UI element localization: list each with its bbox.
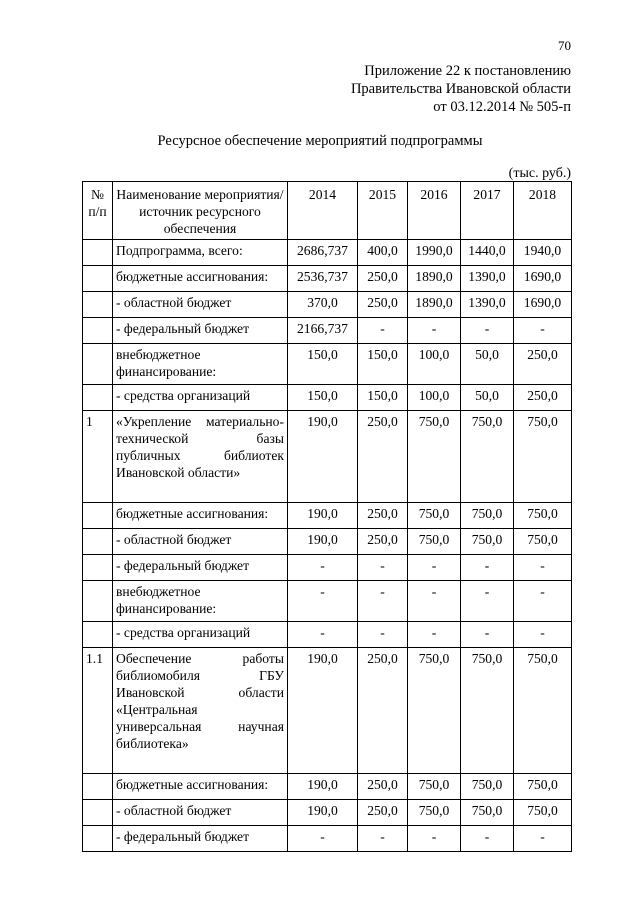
header-name: Наименование мероприятия/источник ресурсного обеспечения	[113, 182, 288, 240]
row-value: 250,0	[358, 774, 408, 800]
row-index	[83, 529, 113, 555]
row-value: 1440,0	[461, 240, 514, 266]
row-value: 1690,0	[514, 266, 572, 292]
row-value: 250,0	[358, 292, 408, 318]
row-name: внебюджетное финансирование:	[113, 344, 288, 385]
header-year: 2014	[288, 182, 358, 240]
row-value: 2536,737	[288, 266, 358, 292]
row-value: 250,0	[358, 411, 408, 503]
row-index	[83, 240, 113, 266]
row-value: 1690,0	[514, 292, 572, 318]
row-value: -	[514, 826, 572, 852]
header-year: 2015	[358, 182, 408, 240]
table-row	[83, 555, 572, 581]
row-value: -	[408, 826, 461, 852]
row-name: - федеральный бюджет	[113, 555, 288, 581]
row-value: 250,0	[514, 344, 572, 385]
row-name: - областной бюджет	[113, 292, 288, 318]
row-value: 750,0	[514, 648, 572, 774]
row-value: 1940,0	[514, 240, 572, 266]
row-value: -	[358, 318, 408, 344]
row-value: 190,0	[288, 648, 358, 774]
row-value: 250,0	[358, 800, 408, 826]
row-index	[83, 344, 113, 385]
row-value: 750,0	[461, 648, 514, 774]
table-row	[83, 774, 572, 800]
row-index: 1.1	[83, 648, 113, 774]
row-value: 190,0	[288, 411, 358, 503]
row-value: -	[461, 555, 514, 581]
row-name: внебюджетное финансирование:	[113, 581, 288, 622]
row-value: -	[514, 318, 572, 344]
table-row	[83, 240, 572, 266]
row-value: 150,0	[358, 344, 408, 385]
row-value: -	[461, 318, 514, 344]
table-row	[83, 529, 572, 555]
row-value: -	[408, 622, 461, 648]
row-name: - областной бюджет	[113, 800, 288, 826]
header-year: 2017	[461, 182, 514, 240]
header-year: 2018	[514, 182, 572, 240]
row-value: 750,0	[408, 648, 461, 774]
row-name: - федеральный бюджет	[113, 318, 288, 344]
row-value: 750,0	[514, 774, 572, 800]
row-value: 150,0	[288, 344, 358, 385]
row-index	[83, 503, 113, 529]
row-name: Подпрограмма, всего:	[113, 240, 288, 266]
row-index	[83, 800, 113, 826]
table-row	[83, 826, 572, 852]
row-index	[83, 318, 113, 344]
row-value: 750,0	[408, 411, 461, 503]
row-value: 1990,0	[408, 240, 461, 266]
row-index	[83, 555, 113, 581]
row-value: 100,0	[408, 385, 461, 411]
row-index	[83, 292, 113, 318]
row-value: 150,0	[358, 385, 408, 411]
row-value: 750,0	[514, 503, 572, 529]
row-name: бюджетные ассигнования:	[113, 503, 288, 529]
row-value: 750,0	[408, 503, 461, 529]
table-row	[83, 385, 572, 411]
table-row	[83, 622, 572, 648]
row-name: «Укрепление материально-технической базы публичных библиотек Ивановской области»	[113, 411, 288, 503]
table-body	[83, 240, 572, 852]
row-value: -	[358, 622, 408, 648]
row-name: - федеральный бюджет	[113, 826, 288, 852]
row-index	[83, 266, 113, 292]
row-name: - средства организаций	[113, 385, 288, 411]
row-value: -	[514, 581, 572, 622]
row-value: 1890,0	[408, 292, 461, 318]
page-number: 70	[558, 38, 571, 53]
table-row	[83, 411, 572, 503]
row-value: 50,0	[461, 385, 514, 411]
row-value: 1390,0	[461, 292, 514, 318]
row-value: -	[358, 826, 408, 852]
row-name: Обеспечение работы библиомобиля ГБУ Ивановской области «Центральная универсальная научная библиотека»	[113, 648, 288, 774]
row-index	[83, 774, 113, 800]
row-value: 50,0	[461, 344, 514, 385]
row-value: 750,0	[408, 800, 461, 826]
row-value: -	[288, 581, 358, 622]
table-row	[83, 266, 572, 292]
row-index	[83, 581, 113, 622]
row-value: 190,0	[288, 774, 358, 800]
row-value: 750,0	[408, 529, 461, 555]
row-name: - средства организаций	[113, 622, 288, 648]
row-value: 750,0	[514, 529, 572, 555]
appendix-line: Правительства Ивановской области	[350, 81, 571, 97]
row-value: -	[461, 622, 514, 648]
row-value: 750,0	[461, 503, 514, 529]
row-value: 750,0	[408, 774, 461, 800]
row-value: 750,0	[461, 411, 514, 503]
row-value: -	[461, 581, 514, 622]
table-row	[83, 503, 572, 529]
row-value: 250,0	[514, 385, 572, 411]
table-header-row	[83, 182, 572, 240]
row-value: -	[288, 826, 358, 852]
row-index	[83, 826, 113, 852]
table-row	[83, 581, 572, 622]
row-name: бюджетные ассигнования:	[113, 774, 288, 800]
table-row	[83, 318, 572, 344]
header-year: 2016	[408, 182, 461, 240]
row-value: 100,0	[408, 344, 461, 385]
document-title: Ресурсное обеспечение мероприятий подпрограммы	[157, 133, 483, 149]
appendix-line: Приложение 22 к постановлению	[364, 63, 571, 79]
row-value: 750,0	[514, 800, 572, 826]
row-value: 750,0	[514, 411, 572, 503]
row-value: 190,0	[288, 800, 358, 826]
row-value: 250,0	[358, 529, 408, 555]
row-index	[83, 622, 113, 648]
row-value: 400,0	[358, 240, 408, 266]
row-value: -	[514, 622, 572, 648]
row-value: -	[288, 622, 358, 648]
row-value: -	[288, 555, 358, 581]
row-value: 2166,737	[288, 318, 358, 344]
row-value: 1890,0	[408, 266, 461, 292]
row-value: -	[461, 826, 514, 852]
row-name: - областной бюджет	[113, 529, 288, 555]
row-value: -	[514, 555, 572, 581]
row-name: бюджетные ассигнования:	[113, 266, 288, 292]
row-value: 250,0	[358, 266, 408, 292]
row-value: -	[358, 581, 408, 622]
row-value: 190,0	[288, 503, 358, 529]
resource-table	[82, 181, 572, 852]
table-row	[83, 800, 572, 826]
row-value: 2686,737	[288, 240, 358, 266]
row-value: 750,0	[461, 800, 514, 826]
row-value: 250,0	[358, 648, 408, 774]
appendix-line: от 03.12.2014 № 505-п	[433, 99, 571, 115]
row-value: 1390,0	[461, 266, 514, 292]
row-value: 190,0	[288, 529, 358, 555]
row-value: 750,0	[461, 774, 514, 800]
row-value: 250,0	[358, 503, 408, 529]
row-value: -	[408, 555, 461, 581]
row-index: 1	[83, 411, 113, 503]
table-row	[83, 648, 572, 774]
row-value: 150,0	[288, 385, 358, 411]
row-index	[83, 385, 113, 411]
table-row	[83, 344, 572, 385]
row-value: -	[408, 581, 461, 622]
units-note: (тыс. руб.)	[508, 166, 571, 181]
row-value: 370,0	[288, 292, 358, 318]
table-row	[83, 292, 572, 318]
row-value: -	[408, 318, 461, 344]
row-value: 750,0	[461, 529, 514, 555]
appendix-note	[271, 62, 571, 116]
header-idx: № п/п	[83, 182, 113, 240]
row-value: -	[358, 555, 408, 581]
